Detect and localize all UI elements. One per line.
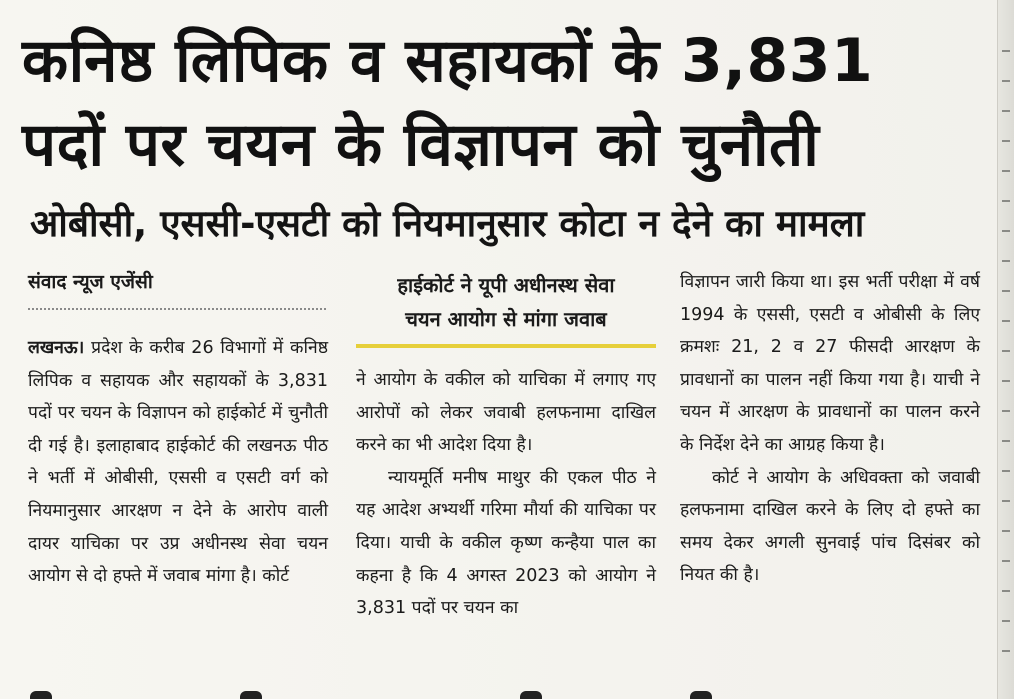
page-edge — [997, 0, 1014, 699]
article-column-1 — [28, 332, 328, 593]
article-paragraph — [28, 332, 328, 593]
article-column-2 — [356, 364, 656, 625]
highlight-box-underline — [356, 344, 656, 348]
headline-line-2: पदों पर चयन के विज्ञापन को चुनौती — [22, 110, 820, 180]
article-text: प्रदेश के करीब 26 विभागों में कनिष्ठ लिपिक व सहायक और सहायकों के 3,831 पदों पर चयन के विज्ञापन को हाईकोर्ट में चुनौती दी गई है। इलाहाबाद हाईकोर्ट की लखनऊ पीठ ने भर्ती में ओबीसी, एससी व एसटी वर्ग को नियमानुसार आरक्षण न देने के आरोप वाली दायर याचिका पर उप्र अधीनस्थ सेवा चयन आयोग से दो हफ्ते में जवाब मांगा है। कोर्ट — [28, 338, 328, 587]
subheadline: ओबीसी, एससी-एसटी को नियमानुसार कोटा न देने का मामला — [30, 202, 865, 245]
article-paragraph: न्यायमूर्ति मनीष माथुर की एकल पीठ ने यह आदेश अभ्यर्थी गरिमा मौर्या की याचिका पर दिया। याची के वकील कृष्ण कन्हैया पाल का कहना है कि 4 अगस्त 2023 को आयोग ने 3,831 पदों पर चयन का — [356, 467, 656, 619]
highlight-box-title-line-1: हाईकोर्ट ने यूपी अधीनस्थ सेवा — [397, 273, 615, 297]
article-paragraph: कोर्ट ने आयोग के अधिवक्ता को जवाबी हलफनामा दाखिल करने के लिए दो हफ्ते का समय देकर अगली सुनवाई पांच दिसंबर को नियत की है। — [680, 467, 980, 586]
edge-marks — [1000, 50, 1012, 670]
next-article-cutoff — [0, 685, 998, 699]
byline: संवाद न्यूज एजेंसी — [28, 271, 153, 293]
article-column-3 — [680, 266, 980, 592]
headline-line-1: कनिष्ठ लिपिक व सहायकों के 3,831 — [22, 26, 874, 96]
highlight-box-title — [356, 268, 656, 336]
article-paragraph: विज्ञापन जारी किया था। इस भर्ती परीक्षा में वर्ष 1994 के एससी, एसटी व ओबीसी के लिए क्रमशः 21, 2 व 27 फीसदी आरक्षण के प्रावधानों का पालन नहीं किया गया है। याची ने चयन में आरक्षण के प्रावधानों का पालन करने के निर्देश देने का आग्रह किया है। — [680, 272, 980, 455]
highlight-box-title-line-2: चयन आयोग से मांगा जवाब — [405, 307, 607, 331]
byline-divider — [28, 308, 326, 310]
dateline: लखनऊ। — [28, 338, 85, 358]
article-paragraph: ने आयोग के वकील को याचिका में लगाए गए आरोपों को लेकर जवाबी हलफनामा दाखिल करने का भी आदेश दिया है। — [356, 370, 656, 456]
